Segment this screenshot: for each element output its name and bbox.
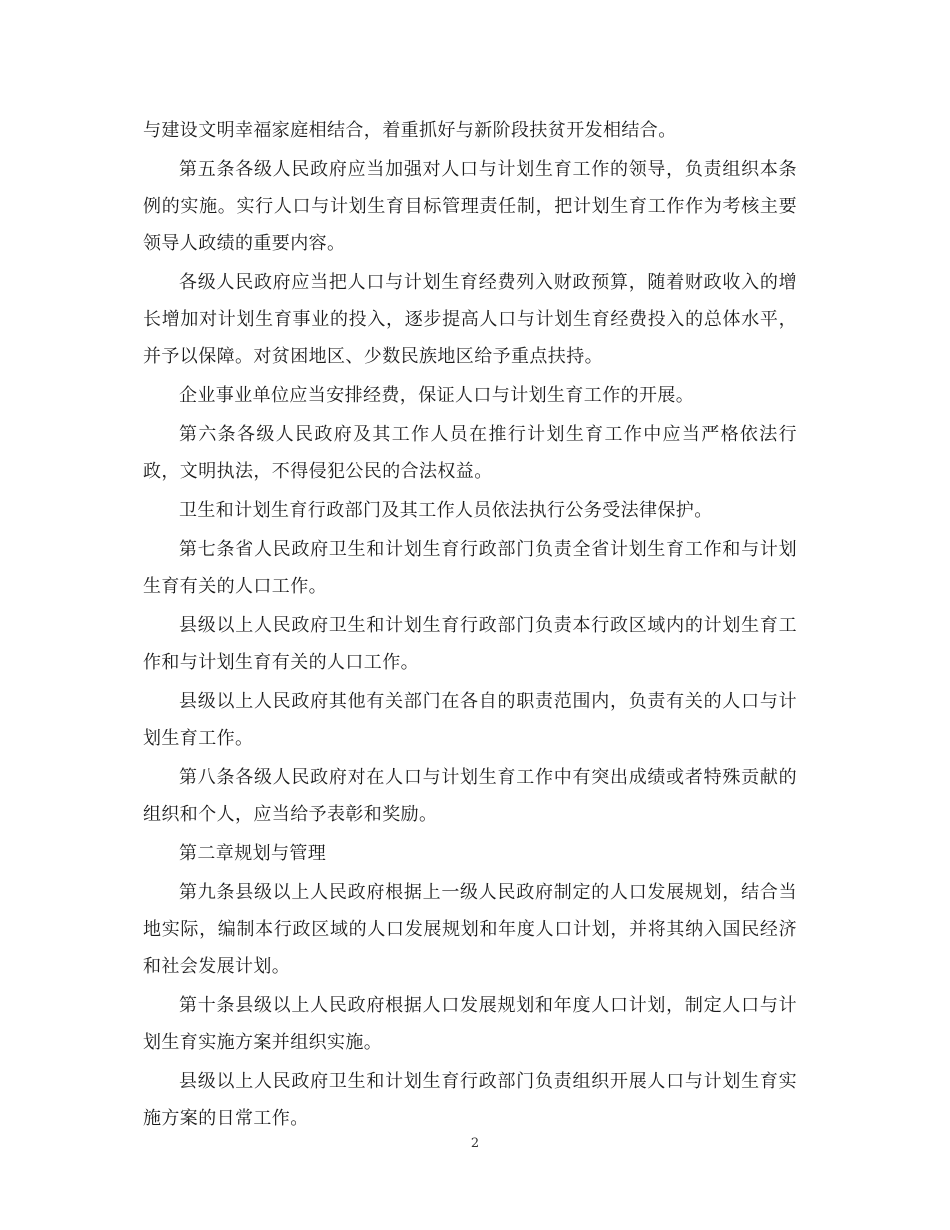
chapter-heading: 第二章规划与管理 <box>179 843 327 864</box>
paragraph-implementation-daily-work: 县级以上人民政府卫生和计划生育行政部门负责组织开展人口与计划生育实施方案的日常工作。 <box>143 1071 797 1129</box>
paragraph-article-6: 第六条各级人民政府及其工作人员在推行计划生育工作中应当严格依法行政，文明执法，不得侵犯公民的合法权益。 <box>143 424 797 482</box>
paragraph-article-5: 第五条各级人民政府应当加强对人口与计划生育工作的领导，负责组织本条例的实施。实行人口与计划生育目标管理责任制，把计划生育工作作为考核主要领导人政绩的重要内容。 <box>143 159 797 254</box>
page-number: 2 <box>470 1136 480 1151</box>
paragraph-other-departments: 县级以上人民政府其他有关部门在各自的职责范围内，负责有关的人口与计划生育工作。 <box>143 691 797 749</box>
paragraph-article-9: 第九条县级以上人民政府根据上一级人民政府制定的人口发展规划，结合当地实际，编制本行政区域的人口发展规划和年度人口计划，并将其纳入国民经济和社会发展计划。 <box>143 882 797 977</box>
paragraph-article-8: 第八条各级人民政府对在人口与计划生育工作中有突出成绩或者特殊贡献的组织和个人，应当给予表彰和奖励。 <box>143 767 797 825</box>
paragraph-article-10: 第十条县级以上人民政府根据人口发展规划和年度人口计划，制定人口与计划生育实施方案并组织实施。 <box>143 995 797 1053</box>
paragraph-article-7: 第七条省人民政府卫生和计划生育行政部门负责全省计划生育工作和与计划生育有关的人口工作。 <box>143 539 797 597</box>
paragraph-budget: 各级人民政府应当把人口与计划生育经费列入财政预算，随着财政收入的增长增加对计划生育事业的投入，逐步提高人口与计划生育经费投入的总体水平，并予以保障。对贫困地区、少数民族地区给予重点扶持。 <box>143 272 797 367</box>
paragraph-county-health-dept: 县级以上人民政府卫生和计划生育行政部门负责本行政区域内的计划生育工作和与计划生育有关的人口工作。 <box>143 615 797 673</box>
paragraph-legal-protection: 卫生和计划生育行政部门及其工作人员依法执行公务受法律保护。 <box>179 500 713 521</box>
paragraph-continuation: 与建设文明幸福家庭相结合，着重抓好与新阶段扶贫开发相结合。 <box>143 120 677 141</box>
document-body <box>143 112 797 1139</box>
paragraph-enterprise-funding: 企业事业单位应当安排经费，保证人口与计划生育工作的开展。 <box>179 385 695 406</box>
